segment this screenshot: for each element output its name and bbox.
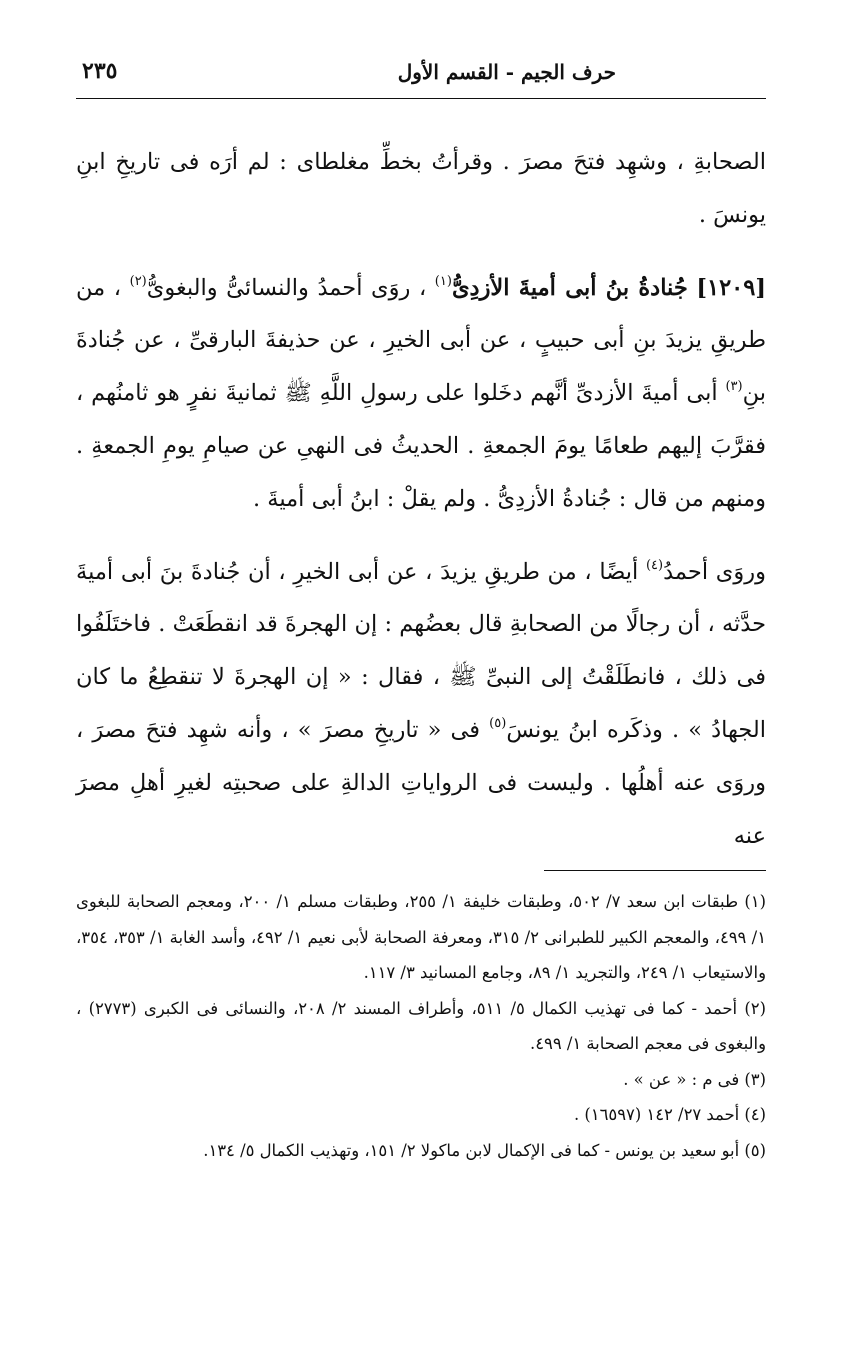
entry-text-a: ، روَى أحمدُ والنسائىُّ والبغوىُّ — [146, 274, 435, 301]
page-header — [76, 52, 766, 99]
paragraph-text-c: فى « تاريخِ مصرَ » ، وأنه شهِد فتحَ مصرَ ، وروَى عنه أهلُها . وليست فى الرواياتِ الدالةِ على صحبتِه لغيرِ أهلِ مصرَ عنه — [76, 716, 766, 849]
footnote-separator — [544, 870, 766, 871]
paragraph-text-a: وروَى أحمدُ — [663, 558, 766, 585]
footnote-2: (٢) أحمد - كما فى تهذيب الكمال ٥/ ٥١١، وأطراف المسند ٢/ ٢٠٨، والنسائى فى الكبرى (٢٧٧٣) ، والبغوى فى معجم الصحابة ١/ ٤٩٩. — [76, 998, 766, 1053]
footnote-ref-1[interactable]: (١) — [434, 273, 452, 289]
entry-text-c: أبى أميةَ الأزدىِّ أنَّهم دخَلوا على رسولِ اللَّهِ ﷺ ثمانيةَ نفرٍ هو ثامنُهم ، فقرَّبَ إليهم طعامًا يومَ الجمعةِ . الحديثُ فى النهىِ عن صيامِ يومِ الجمعةِ . ومنهم من قال : جُنادةُ الأزدِىُّ . ولم يقلْ : ابنُ أبى أميةَ . — [76, 380, 766, 512]
footnotes — [76, 884, 766, 1168]
paragraph-ahmad — [76, 546, 766, 863]
entry-name: جُنادةُ بنُ أبى أميةَ الأزدِىُّ — [451, 274, 688, 301]
biography-entry — [76, 262, 766, 526]
footnote-ref-2[interactable]: (٢) — [129, 273, 147, 289]
footnote-4: (٤) أحمد ٢٧/ ١٤٢ (١٦٥٩٧) . — [573, 1105, 766, 1124]
footnote-1: (١) طبقات ابن سعد ٧/ ٥٠٢، وطبقات خليفة ١/ ٢٥٥، وطبقات مسلم ١/ ٢٠٠، ومعجم الصحابة للبغوى ١/ ٤٩٩، والمعجم الكبير للطبرانى ٢/ ٣١٥، ومعرفة الصحابة لأبى نعيم ١/ ٤٩٢، وأسد الغابة ١/ ٣٥٣، ٣٥٤، والاستيعاب ١/ ٢٤٩، والتجريد ١/ ٨٩، وجامع المسانيد ٣/ ١١٧. — [76, 892, 767, 982]
entry-number: [١٢٠٩] — [696, 274, 766, 301]
footnote-5: (٥) أبو سعيد بن يونس - كما فى الإكمال لابن ماكولا ٢/ ١٥١، وتهذيب الكمال ٥/ ١٣٤. — [203, 1140, 766, 1160]
entry-text-b: ، من طريقِ يزيدَ بنِ أبى حبيبٍ ، عن أبى الخيرِ ، عن حذيفةَ البارقىِّ ، عن جُنادةَ بنِ — [76, 274, 766, 407]
footnote-ref-3[interactable]: (٣) — [725, 379, 743, 395]
page-number: ٢٣٥ — [82, 58, 118, 84]
paragraph-continuation: الصحابةِ ، وشهِد فتحَ مصرَ . وقرأتُ بخطِّ مغلطاى : لم أرَه فى تاريخِ ابنِ يونسَ . — [76, 149, 766, 228]
paragraph-text-b: أيضًا ، من طريقِ يزيدَ ، عن أبى الخيرِ ، أن جُنادةَ بنَ أبى أميةَ حدَّثه ، أن رجالًا من الصحابةِ قال بعضُهم : إن الهجرةَ قد انقطَعَتْ . فاختَلَفُوا فى ذلك ، فانطَلَقْتُ إلى النبىِّ ﷺ ، فقال : « إن الهجرةَ لا تنقطِعُ ما كان الجهادُ » . وذكَره ابنُ يونسَ — [76, 558, 766, 743]
main-text — [76, 136, 766, 862]
footnote-ref-5[interactable]: (٥) — [489, 715, 507, 731]
running-title: حرف الجيم - القسم الأول — [397, 60, 616, 84]
footnote-3: (٣) فى م : « عن » . — [623, 1069, 766, 1089]
footnote-ref-4[interactable]: (٤) — [645, 557, 664, 573]
